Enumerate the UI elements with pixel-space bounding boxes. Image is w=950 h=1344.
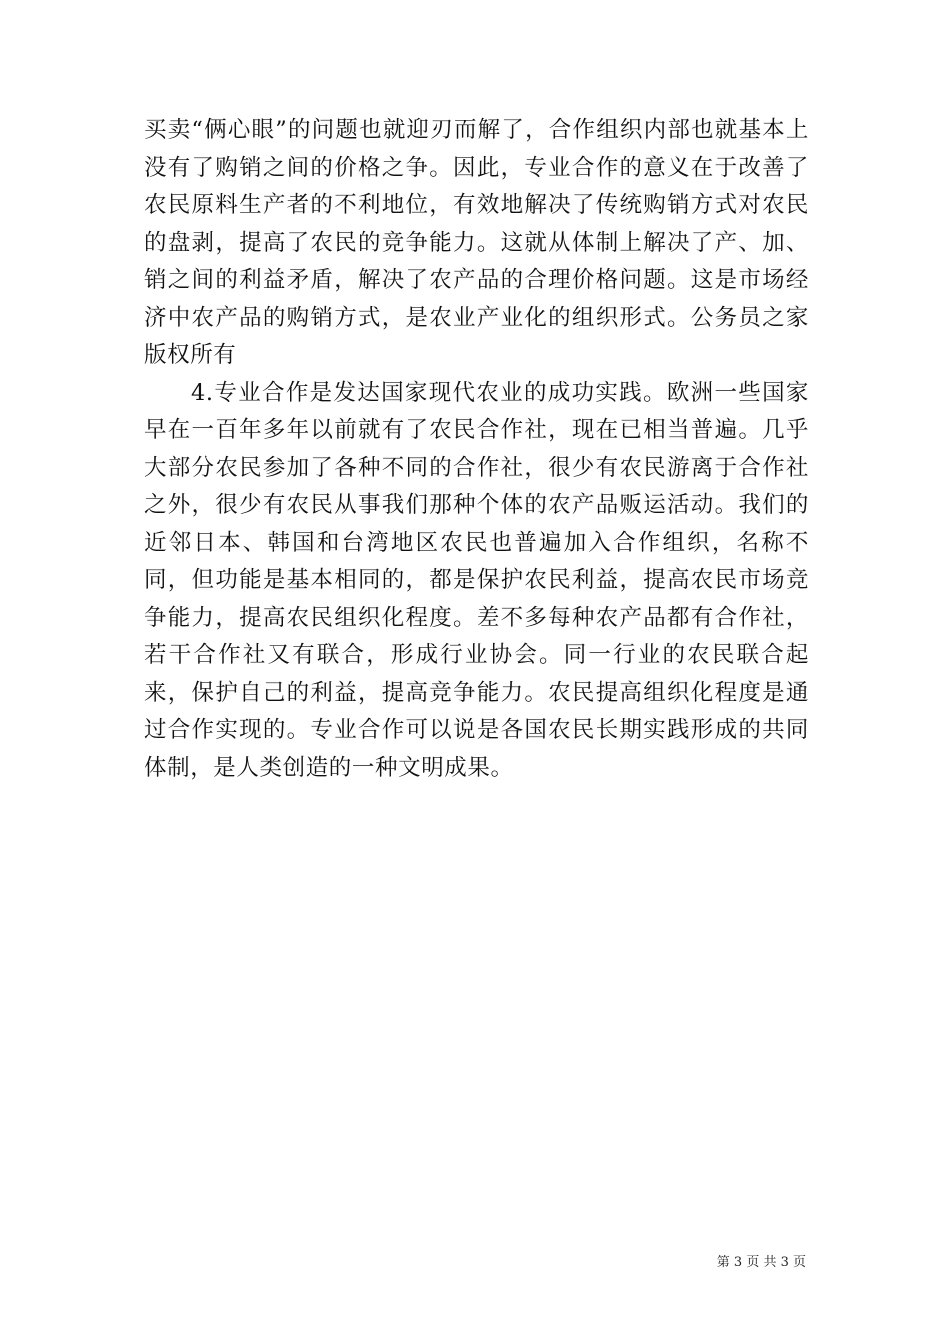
document-body xyxy=(144,112,809,787)
paragraph-continuation: 买卖“俩心眼”的问题也就迎刃而解了，合作组织内部也就基本上没有了购销之间的价格之争。因此，专业合作的意义在于改善了农民原料生产者的不利地位，有效地解决了传统购销方式对农民的盘剥，提高了农民的竞争能力。这就从体制上解决了产、加、销之间的利益矛盾，解决了农产品的合理价格问题。这是市场经济中农产品的购销方式，是农业产业化的组织形式。公务员之家版权所有 xyxy=(144,117,809,368)
paragraph-point-4: 4.专业合作是发达国家现代农业的成功实践。欧洲一些国家早在一百年多年以前就有了农民合作社，现在已相当普遍。几乎大部分农民参加了各种不同的合作社，很少有农民游离于合作社之外，很少有农民从事我们那种个体的农产品贩运活动。我们的近邻日本、韩国和台湾地区农民也普遍加入合作组织，名称不同，但功能是基本相同的，都是保护农民利益，提高农民市场竞争能力，提高农民组织化程度。差不多每种农产品都有合作社，若干合作社又有联合，形成行业协会。同一行业的农民联合起来，保护自己的利益，提高竞争能力。农民提高组织化程度是通过合作实现的。专业合作可以说是各国农民长期实践形成的共同体制，是人类创造的一种文明成果。 xyxy=(144,379,809,781)
page-number-footer: 第 3 页 共 3 页 xyxy=(716,1255,806,1270)
